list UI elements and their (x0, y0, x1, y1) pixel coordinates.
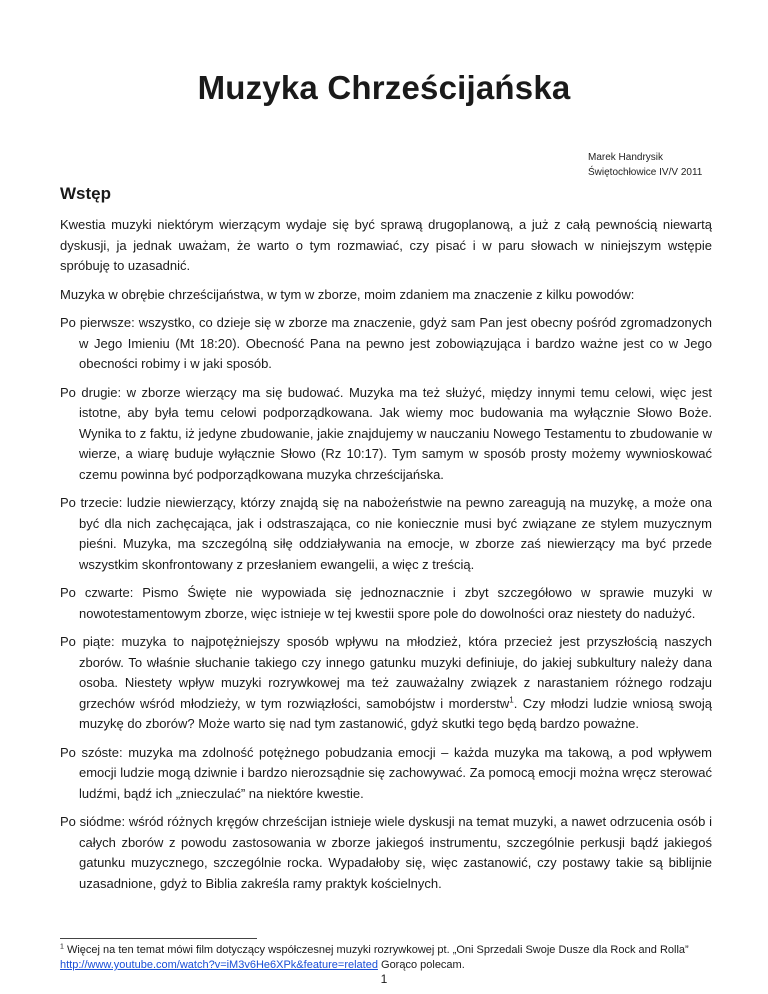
reason-paragraph-4: Po czwarte: Pismo Święte nie wypowiada się jednoznacznie i zbyt szczegółowo w sprawie muzyki w nowotestamentowym zborze, więc istnieje w tej kwestii spore pole do dowolności oraz niestety do nadużyć. (60, 585, 712, 621)
place-date: Świętochłowice IV/V 2011 (588, 167, 703, 178)
footnote (60, 943, 712, 973)
footnote-text: Więcej na ten temat mówi film dotyczący współczesnej muzyki rozrywkowej pt. „Oni Sprzedali Swoje Dusze dla Rock and Rolla” (63, 944, 689, 956)
reason-paragraph-7: Po siódme: wśród różnych kręgów chrześcijan istnieje wiele dyskusji na temat muzyki, a nawet odrzucenia osób i całych zborów z powodu zastosowania w zborze jakiegoś instrumentu, szczególnie perkusji bądź jakiegoś gatunku muzycznego, szczególnie rocka. Wypadałoby się, więc zastanowić, czy postawy takie są biblijnie uzasadnione, gdyż to Biblia zakreśla ramy praktyk kościelnych. (60, 814, 712, 891)
reason-paragraph-6: Po szóste: muzyka ma zdolność potężnego pobudzania emocji – każda muzyka ma takową, a pod wpływem emocji ludzie mogą dziwnie i bardzo nierozsądnie się zachowywać. Za pomocą emocji można wręcz sterować ludźmi, bądź ich „znieczulać” na niektóre kwestie. (60, 744, 712, 801)
reason-paragraph-1: Po pierwsze: wszystko, co dzieje się w zborze ma znaczenie, gdyż sam Pan jest obecny pośród zgromadzonych w Jego Imieniu (Mt 18:20). Obecność Pana na pewno jest zobowiązująca i bardzo ważne jest co w Jego obecności robimy i w jaki sposób. (60, 315, 712, 371)
section-body (60, 215, 712, 902)
reason-paragraph-5 (60, 632, 712, 735)
section-heading: Wstęp (60, 184, 111, 203)
footnote-marker: 1 (60, 943, 64, 951)
reason-paragraph-3: Po trzecie: ludzie niewierzący, którzy znajdą się na nabożeństwie na pewno zareagują na muzykę, a może ona być dla nich zachęcająca, jak i odstraszająca, co nie koniecznie musi być związane ze stylem muzycznym pieśni. Muzyka, ma szczególną siłę oddziaływania na emocje, w zborze zaś niewierzący ma być przede wszystkim skonfrontowany z przesłaniem ewangelii, a więc z treścią. (60, 495, 712, 572)
intro-paragraph-1: Kwestia muzyki niektórym wierzącym wydaje się być sprawą drugoplanową, a już z całą pewnością niewartą dyskusji, ja jednak uważam, że warto o tym rozmawiać, czy pisać i w paru słowach w niniejszym wstępie spróbuję to uzasadnić. (60, 217, 712, 273)
footnote-after: Gorąco polecam. (377, 959, 465, 971)
author-block (588, 150, 702, 180)
intro-paragraph-2: Muzyka w obrębie chrześcijaństwa, w tym w zborze, moim zdaniem ma znaczenie z kilku powodów: (60, 286, 635, 302)
page-number: 1 (380, 972, 388, 986)
document-title: Muzyka Chrześcijańska (197, 69, 571, 106)
author-name: Marek Handrysik (588, 152, 664, 163)
reason-paragraph-2: Po drugie: w zborze wierzący ma się budować. Muzyka ma też służyć, między innymi temu celowi, więc jest istotne, aby była temu celowi podporządkowana. Jak wiemy moc budowania ma wyłącznie Słowo Boże. Wynika to z faktu, iż jedyne zbudowanie, jakie znajdujemy w nauczaniu Nowego Testamentu to zbudowanie w wierze, a wiarę buduje wyłącznie Słowo (Rz 10:17). Tym samym w sposób prosty możemy wywnioskować czemu powinna być podporządkowana muzyka chrześcijańska. (60, 384, 712, 482)
footnote-link[interactable]: http://www.youtube.com/watch?v=iM3v6He6XPk&feature=related (60, 959, 378, 971)
reason-5-text-a: Po piąte: muzyka to najpotężniejszy sposób wpływu na młodzież, która przecież jest przyszłością naszych zborów. To właśnie słuchanie takiego czy innego gatunku muzyki definiuje, do jakiej subkultury należy dana osoba. Niestety wpływ muzyki rozrywkowej ma też zauważalny związek z narastaniem różnego rodzaju grzechów wśród młodzieży, w tym rozwiązłości, samobójstw i morderstw (60, 634, 712, 711)
reason-5-text-b: . Czy młodzi ludzie wniosą swoją muzykę do zborów? Może warto się nad tym zastanowić, gdyż skutki tego będą bardzo poważne. (79, 695, 713, 731)
footnote-reference[interactable]: 1 (509, 695, 514, 705)
footnote-separator (60, 938, 257, 939)
